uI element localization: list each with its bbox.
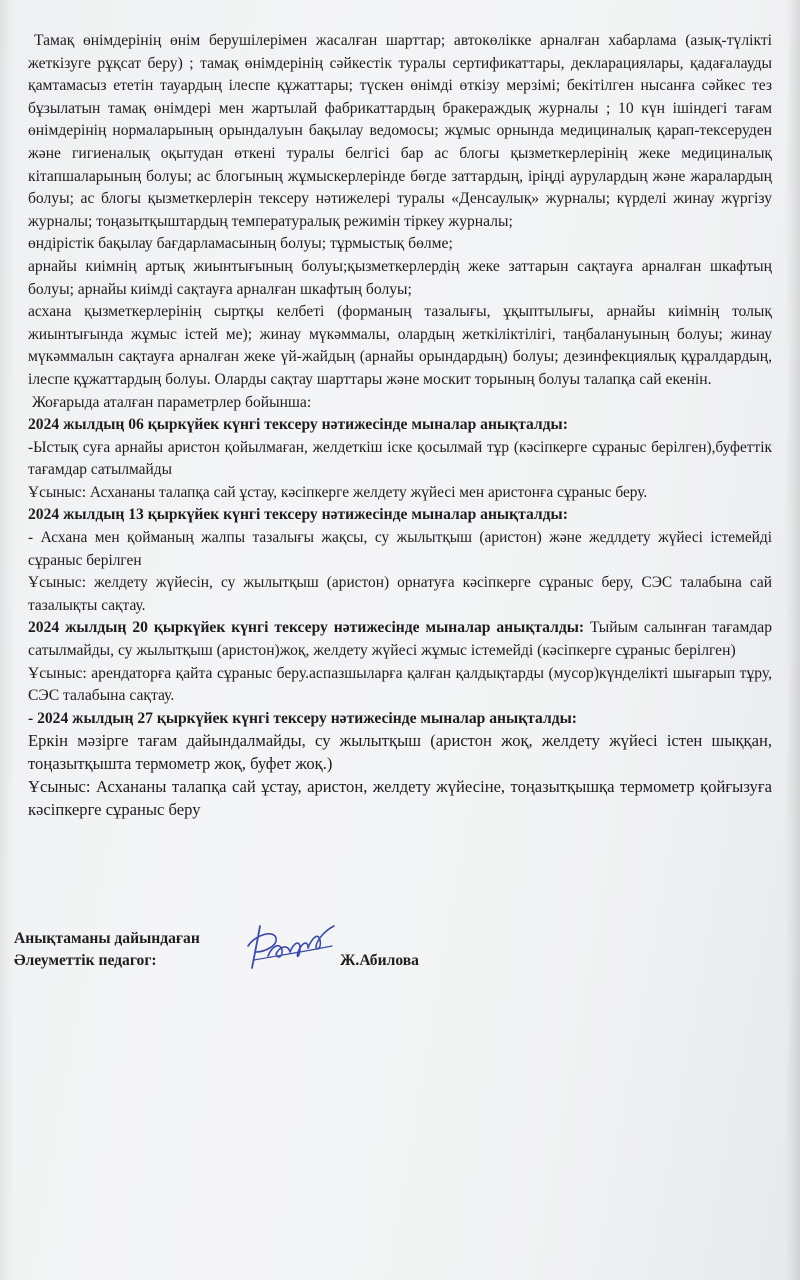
check-recommendation: Ұсыныс: Асхананы талапқа сай ұстау, аристон, желдету жүйесіне, тоңазытқышқа термометр қойғызуға кәсіпкерге сұраныс беру: [28, 777, 772, 819]
signature-prepared-by: Анықтаманы дайындаған: [14, 930, 200, 947]
intro-paragraph: Тамақ өнімдерінің өнім берушілерімен жасалған шарттар; автокөлікке арналған хабарлама (азық-түлікті жеткізуге рұқсат беру) ; тамақ өнімдерінің сәйкестік туралы сертификаттары, декларациялары, қадағалауды қамтамасыз ететін тауардың ілеспе құжаттары; түскен өнімді өткізу мерзімі; бекітілген нысанға сәйкес тез бұзылатын тамақ өнімдері мен жартылай фабрикаттардың бракераждық журналы ; 10 күн ішіндегі тағам өнімдерінің нормаларының орындалуын бақылау ведомосы; жұмыс орнында медициналық қарап-тексеруден және гигиеналық оқытудан өткені туралы белгісі бар ас блогы қызметкерлерінің жеке медициналық кітапшаларының болуы; ас блогының жұмыскерлерінде бөгде заттардың, іріңді аурулардың және жаралардың болуы; ас блогы қызметкерлерін тексеру нәтижелері туралы «Денсаулық» журналы; күрделі жинау жүргізу журналы; тоңазытқыштардың температуралық режимін тіркеу журналы;: [28, 32, 772, 230]
page-shadow-left: [0, 0, 14, 1280]
document-body: [28, 30, 772, 822]
check-recommendation: Ұсыныс: арендаторға қайта сұраныс беру.аспазшыларға қалған қалдықтарды (мусор)күнделікті шығарып тұру, СЭС талабына сақтау.: [28, 664, 772, 705]
check-heading-with-finding: [28, 617, 772, 662]
check-heading: - 2024 жылдың 27 қыркүйек күнгі тексеру нәтижесінде мыналар анықталды:: [28, 709, 577, 727]
check-block-1309: [28, 504, 772, 617]
production-control-paragraph: өндірістік бақылау бағдарламасының болуы; тұрмыстық бөлме;: [28, 235, 453, 253]
staff-appearance-paragraph: асхана қызметкерлерінің сыртқы келбеті (форманың тазалығы, ұқыптылығы, арнайы киімнің толық жиынтығында жұмыс істей ме); жинау мүкәммалы, олардың жеткіліктілігі, таңбалануының болуы; жинау мүкәммалын сақтауға арналған жеке үй-жайдың (арнайы орындардың) болуы; дезинфекциялық құралдардың, ілеспе құжаттардың болуы. Оларды сақтау шарттары және москит торының болуы талапқа сай екенін.: [28, 303, 772, 388]
check-heading: 2024 жылдың 06 қыркүйек күнгі тексеру нәтижесінде мыналар анықталды:: [28, 416, 568, 434]
check-recommendation: Ұсыныс: Асхананы талапқа сай ұстау, кәсіпкерге желдету жүйесі мен аристонға сұраныс беру.: [28, 483, 648, 501]
check-finding: Тыйым салынған тағамдар сатылмайды, су жылытқыш (аристон)жоқ, желдету жүйесі жұмыс істемейді (кәсіпкерге сұраныс берілген): [28, 619, 773, 660]
check-block-2009: [28, 617, 772, 707]
check-finding: -Ыстық суға арнайы аристон қойылмаған, желдеткіш іске қосылмай тұр (кәсіпкерге сұраныс берілген),буфеттік тағамдар сатылмайды: [28, 438, 772, 479]
check-heading: 2024 жылдың 13 қыркүйек күнгі тексеру нәтижесінде мыналар анықталды:: [28, 506, 568, 524]
page-shadow-right: [786, 0, 800, 1280]
special-clothing-paragraph: арнайы киімнің артық жиынтығының болуы;қызметкерлердің жеке заттарын сақтауға арналған шкафтың болуы; арнайы киімді сақтауға арналған шкафтың болуы;: [28, 257, 772, 298]
check-block-2709: [28, 708, 772, 822]
signature-position: Әлеуметтік педагог:: [14, 952, 157, 969]
handwritten-signature-icon: [246, 916, 338, 980]
parameters-intro: Жоғарыда аталған параметрлер бойынша:: [32, 393, 312, 411]
signature-block: [14, 928, 774, 988]
check-finding: - Асхана мен қойманың жалпы тазалығы жақсы, су жылытқыш (аристон) және жедлдету жүйесі істемейді сұраныс берілген: [28, 529, 772, 569]
signature-name: Ж.Абилова: [340, 952, 419, 969]
check-finding: Еркін мәзірге тағам дайындалмайды, су жылытқыш (аристон жоқ, желдету жүйесі істен шыққан, тоңазытқышта термометр жоқ, буфет жоқ.): [28, 731, 772, 774]
check-block-0906: [28, 414, 772, 504]
check-recommendation: Ұсыныс: желдету жүйесін, су жылытқыш (аристон) орнатуға кәсіпкерге сұраныс беру, СЭС талабына сай тазалықты сақтау.: [28, 574, 772, 614]
check-heading: 2024 жылдың 20 қыркүйек күнгі тексеру нәтижесінде мыналар анықталды:: [28, 619, 585, 637]
